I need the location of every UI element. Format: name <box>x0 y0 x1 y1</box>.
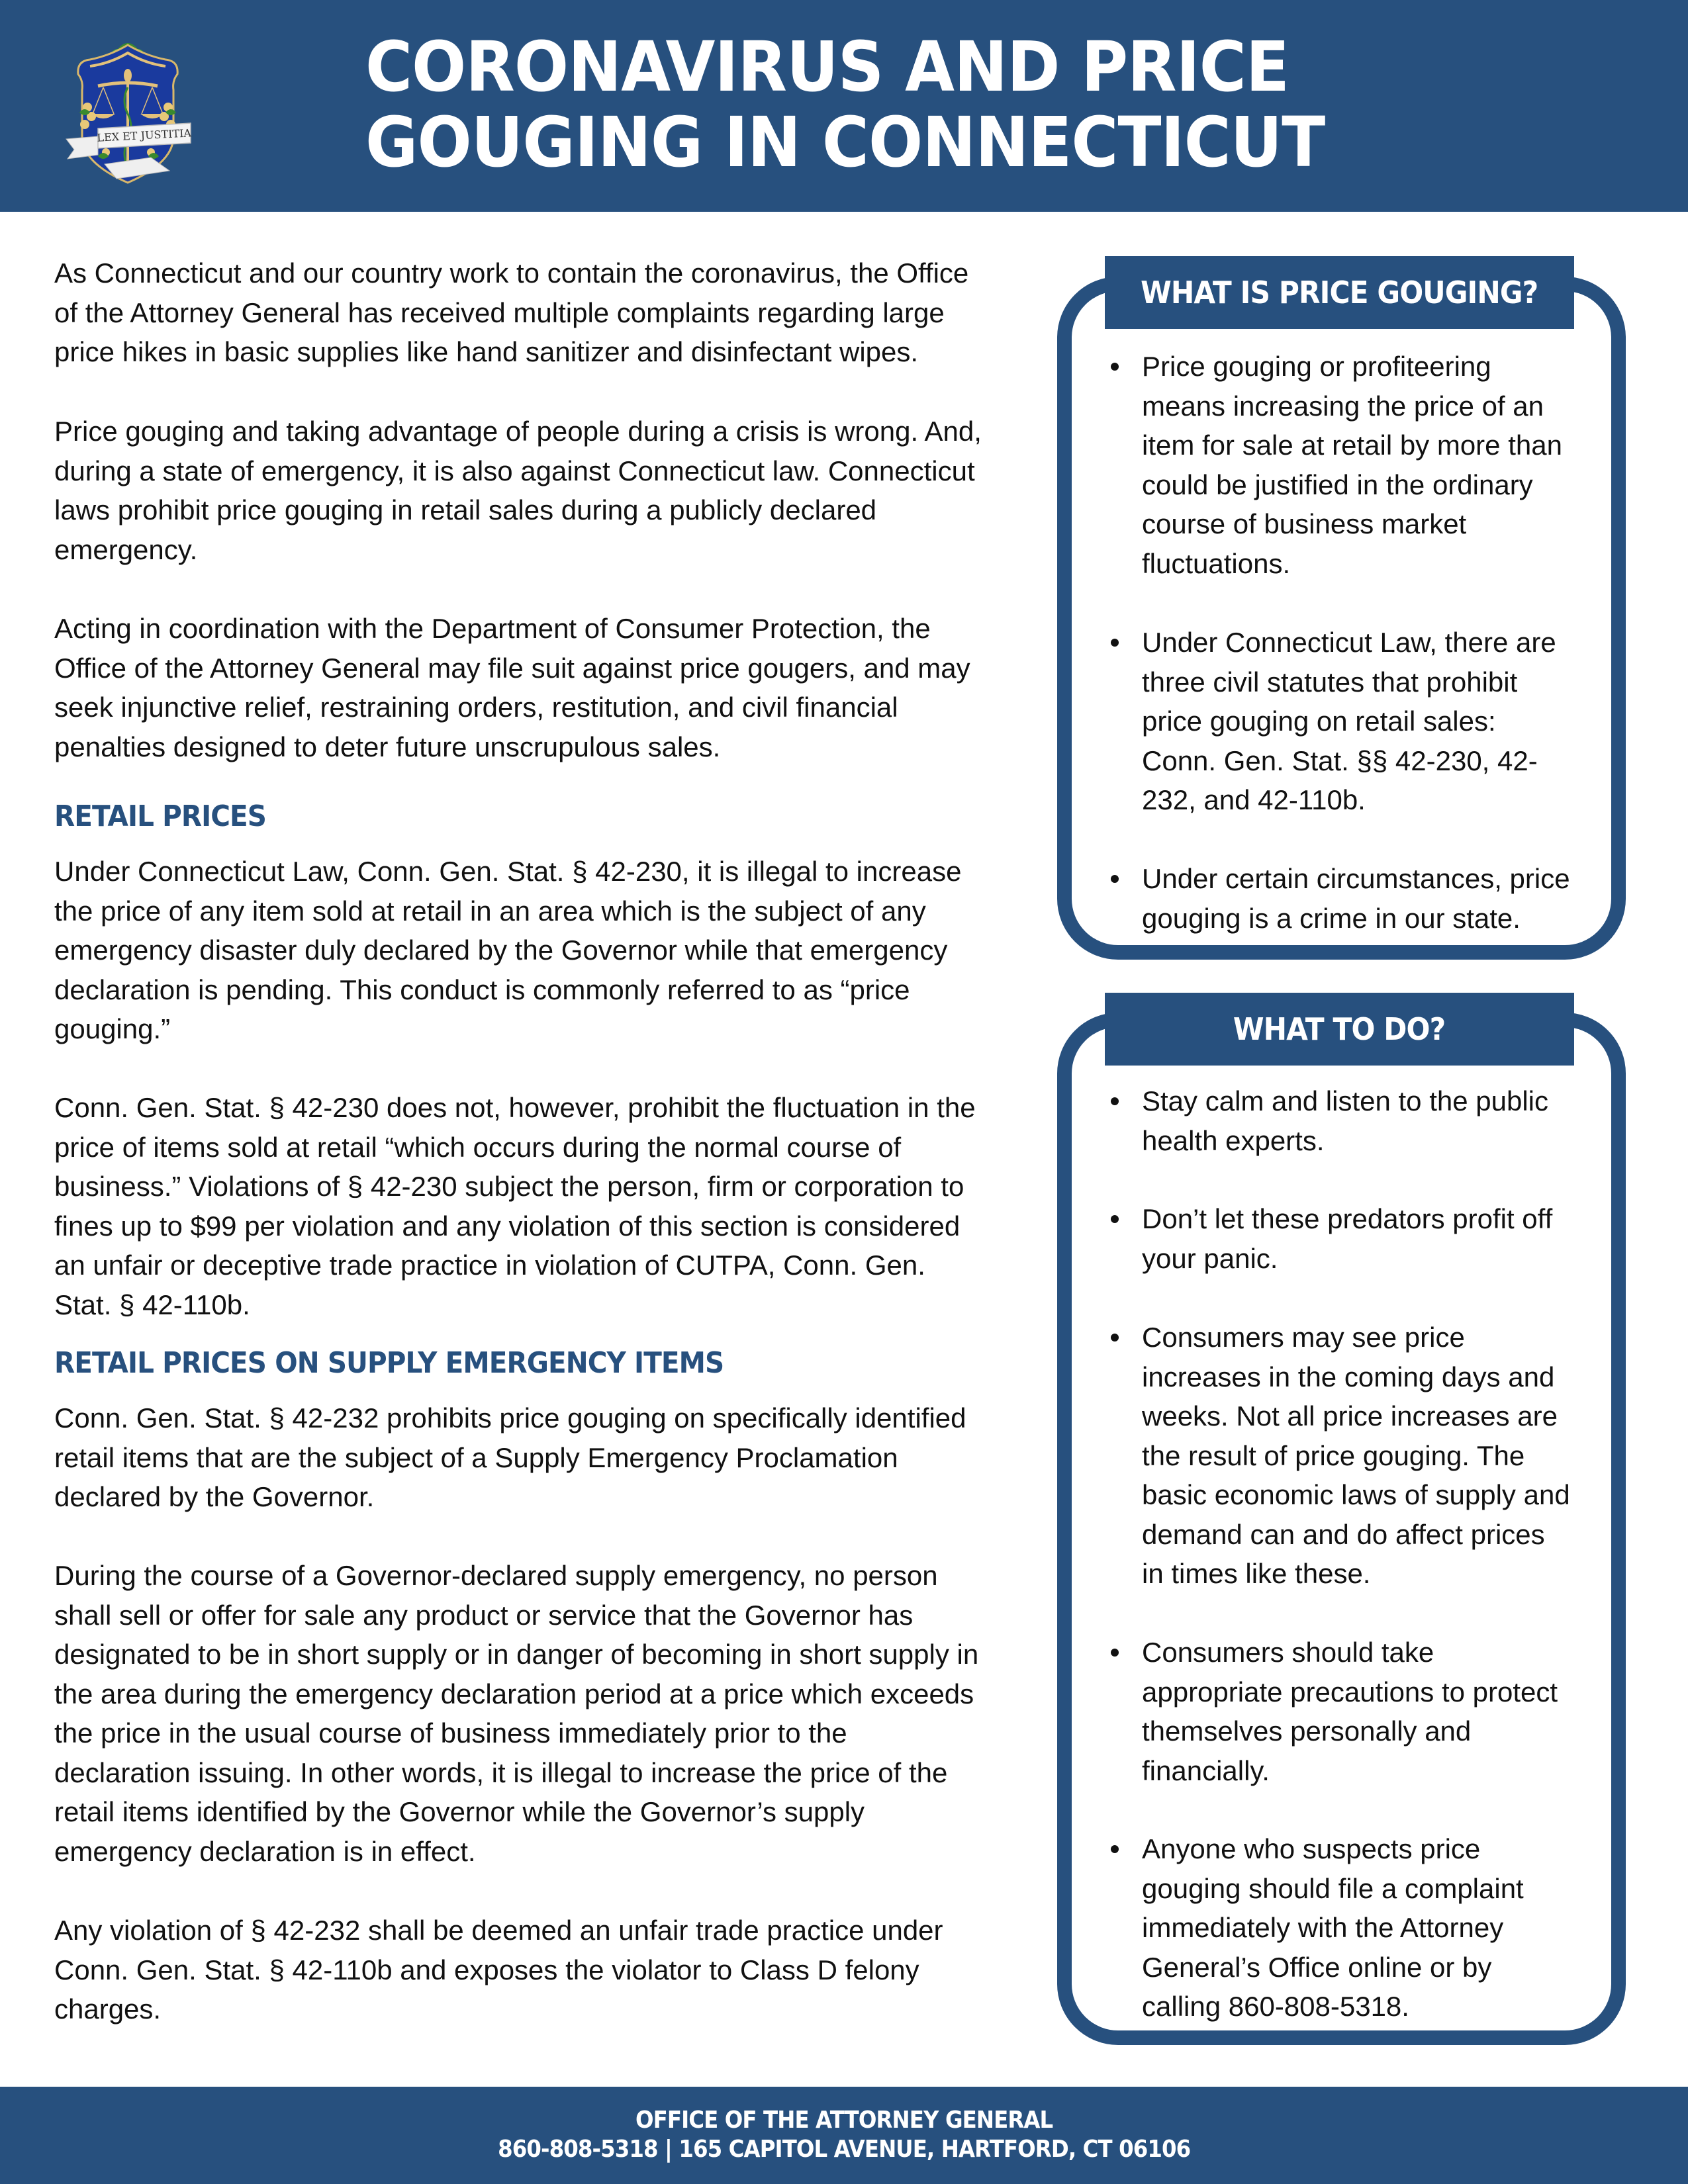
text-line: calling 860-808-5318. <box>1142 1991 1409 2022</box>
text-line: themselves personally and <box>1142 1715 1472 1747</box>
text-line: designated to be in short supply or in danger of becoming in short supply in <box>54 1639 979 1670</box>
text-line: an unfair or deceptive trade practice in violation of CUTPA, Conn. Gen. <box>54 1250 925 1281</box>
text-line: declared by the Governor. <box>54 1481 375 1512</box>
text-line: demand can and do affect prices <box>1142 1518 1545 1550</box>
text-line: the price of any item sold at retail in an area which is the subject of any <box>54 895 926 927</box>
box-title-banner <box>1105 256 1574 329</box>
text-line: Price gouging or profiteering <box>1142 351 1491 382</box>
text-line: course of business market <box>1142 508 1467 539</box>
text-line: emergency disaster duly declared by the Governor while that emergency <box>54 934 948 966</box>
intro-paragraph <box>54 253 968 372</box>
text-line: the area during the emergency declaration period at a price which exceeds <box>54 1678 974 1709</box>
text-line: your panic. <box>1142 1242 1278 1274</box>
svg-text:LEX ET JUSTITIA: LEX ET JUSTITIA <box>97 126 192 144</box>
text-line: Price gouging and taking advantage of people during a crisis is wrong. And, <box>54 416 982 447</box>
intro-paragraph <box>54 609 970 766</box>
section-heading-retail-prices: RETAIL PRICES <box>54 799 267 833</box>
section-paragraph <box>54 1398 966 1517</box>
text-line: Consumers should take <box>1142 1637 1434 1668</box>
text-line: Conn. Gen. Stat. §§ 42-230, 42- <box>1142 745 1538 776</box>
text-line: charges. <box>54 1993 162 2025</box>
text-line: basic economic laws of supply and <box>1142 1479 1570 1510</box>
text-line: gouging is a crime in our state. <box>1142 902 1521 934</box>
header-banner <box>0 0 1688 212</box>
text-line: price gouging on retail sales: <box>1142 705 1496 737</box>
footer-contact: 860-808-5318 | 165 CAPITOL AVENUE, HARTFORD, CT 06106 <box>497 2136 1191 2163</box>
text-line: Office of the Attorney General may file suit against price gougers, and may <box>54 652 970 684</box>
text-line: Stay calm and listen to the public <box>1142 1085 1549 1116</box>
text-line: of the Attorney General has received multiple complaints regarding large <box>54 296 945 328</box>
text-line: three civil statutes that prohibit <box>1142 666 1518 698</box>
text-line: weeks. Not all price increases are <box>1142 1400 1558 1432</box>
text-line: appropriate precautions to protect <box>1142 1676 1558 1707</box>
text-line: Consumers may see price <box>1142 1322 1465 1353</box>
text-line: Acting in coordination with the Department of Consumer Protection, the <box>54 613 931 644</box>
text-line: emergency declaration is in effect. <box>54 1835 476 1867</box>
text-line: during a state of emergency, it is also against Connecticut law. Connecticut <box>54 455 975 486</box>
section-heading-supply-emergency: RETAIL PRICES ON SUPPLY EMERGENCY ITEMS <box>54 1346 724 1380</box>
text-line: declaration is pending. This conduct is commonly referred to as “price <box>54 974 910 1005</box>
text-line: Conn. Gen. Stat. § 42-230 does not, however, prohibit the fluctuation in the <box>54 1092 976 1123</box>
text-line: General’s Office online or by <box>1142 1951 1492 1983</box>
section-paragraph <box>54 1911 943 2029</box>
text-line: Stat. § 42-110b. <box>54 1289 250 1320</box>
text-line: Under Connecticut Law, there are <box>1142 627 1556 658</box>
text-line: fluctuations. <box>1142 547 1291 579</box>
intro-paragraph <box>54 412 982 569</box>
text-line: in times like these. <box>1142 1558 1371 1589</box>
text-line: retail items identified by the Governor while the Governor’s supply <box>54 1796 865 1827</box>
text-line: penalties designed to deter future unscrupulous sales. <box>54 731 721 762</box>
title-line: GOUGING IN CONNECTICUT <box>365 102 1325 183</box>
text-line: seek injunctive relief, restraining orders, restitution, and civil financial <box>54 692 898 723</box>
text-line: item for sale at retail by more than <box>1142 430 1562 461</box>
text-line: increases in the coming days and <box>1142 1361 1555 1392</box>
title-line: CORONAVIRUS AND PRICE <box>365 26 1289 107</box>
box-title: WHAT TO DO? <box>1233 1011 1446 1047</box>
text-line: business.” Violations of § 42-230 subject the person, firm or corporation to <box>54 1171 964 1202</box>
text-line: price hikes in basic supplies like hand sanitizer and disinfectant wipes. <box>54 336 919 367</box>
box-title: WHAT IS PRICE GOUGING? <box>1141 275 1538 310</box>
text-line: retail items that are the subject of a Supply Emergency Proclamation <box>54 1441 898 1473</box>
text-line: Anyone who suspects price <box>1142 1833 1481 1864</box>
state-seal-icon <box>52 34 204 187</box>
text-line: Conn. Gen. Stat. § 42-110b and exposes the violator to Class D felony <box>54 1954 919 1985</box>
text-line: As Connecticut and our country work to contain the coronavirus, the Office <box>54 257 969 289</box>
text-line: gouging.” <box>54 1013 171 1044</box>
text-line: price of items sold at retail “which occurs during the normal course of <box>54 1131 902 1163</box>
text-line: Under Connecticut Law, Conn. Gen. Stat. § 42-230, it is illegal to increase <box>54 856 962 887</box>
text-line: laws prohibit price gouging in retail sales during a publicly declared <box>54 494 877 525</box>
section-paragraph <box>54 852 961 1049</box>
text-line: Any violation of § 42-232 shall be deemed an unfair trade practice under <box>54 1915 943 1946</box>
section-paragraph <box>54 1088 976 1324</box>
text-line: could be justified in the ordinary <box>1142 469 1533 500</box>
text-line: 232, and 42-110b. <box>1142 784 1366 815</box>
footer-office-name: OFFICE OF THE ATTORNEY GENERAL <box>635 2107 1053 2134</box>
text-line: declaration issuing. In other words, it is illegal to increase the price of the <box>54 1756 948 1788</box>
text-line: gouging should file a complaint <box>1142 1872 1524 1904</box>
text-line: Don’t let these predators profit off <box>1142 1203 1553 1234</box>
text-line: During the course of a Governor-declared supply emergency, no person <box>54 1560 938 1591</box>
text-line: Conn. Gen. Stat. § 42-232 prohibits price gouging on specifically identified <box>54 1402 966 1433</box>
footer-banner <box>0 2087 1688 2184</box>
text-line: means increasing the price of an <box>1142 390 1544 422</box>
box-title-banner <box>1105 993 1574 1066</box>
text-line: fines up to $99 per violation and any violation of this section is considered <box>54 1210 961 1242</box>
section-paragraph <box>54 1556 978 1871</box>
text-line: the result of price gouging. The <box>1142 1439 1525 1471</box>
text-line: the price in the usual course of business immediately prior to the <box>54 1717 847 1749</box>
text-line: Under certain circumstances, price <box>1142 863 1570 894</box>
text-line: immediately with the Attorney <box>1142 1912 1504 1943</box>
text-line: emergency. <box>54 533 198 565</box>
text-line: shall sell or offer for sale any product or service that the Governor has <box>54 1599 914 1631</box>
page-title <box>365 26 1325 183</box>
text-line: financially. <box>1142 1754 1270 1786</box>
text-line: health experts. <box>1142 1124 1325 1156</box>
